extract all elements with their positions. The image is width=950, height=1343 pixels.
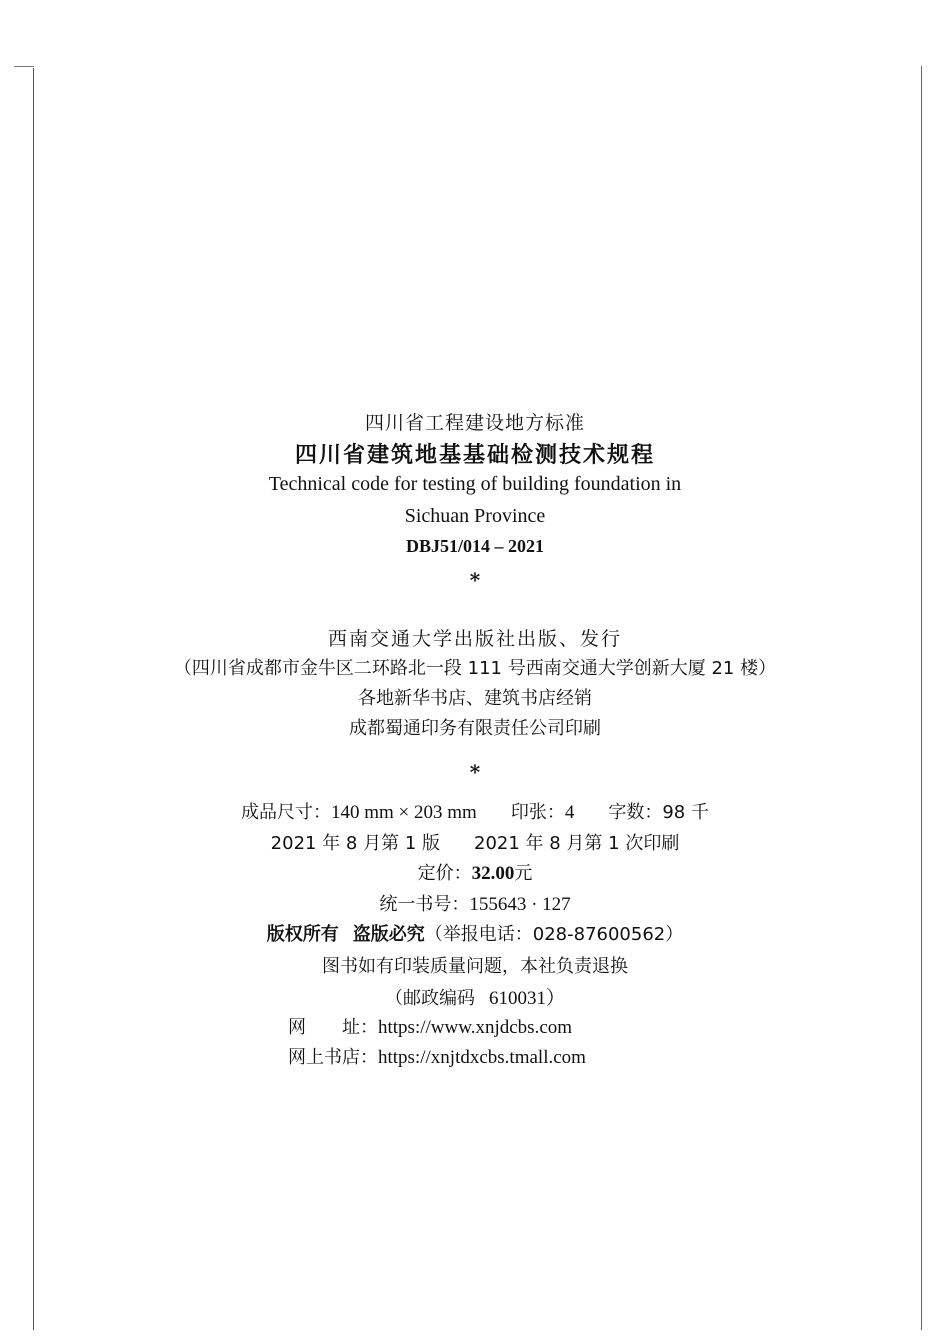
price-unit: 元 xyxy=(514,863,533,884)
website-line xyxy=(288,1013,572,1039)
online-store-url[interactable]: https://xnjtdxcbs.tmall.com xyxy=(378,1047,586,1068)
title-english-line1: Technical code for testing of building foundation in xyxy=(268,473,682,495)
top-left-corner-mark xyxy=(14,66,34,67)
separator-star-1: * xyxy=(469,568,481,592)
size-value: 140 mm × 203 mm xyxy=(331,802,477,823)
publisher-address: （四川省成都市金牛区二环路北一段 111 号西南交通大学创新大厦 21 楼） xyxy=(173,658,777,679)
separator-star-2: * xyxy=(469,760,481,784)
sheets-value: 4 xyxy=(564,802,575,823)
postal-label: （邮政编码 xyxy=(384,988,475,1009)
book-number-label: 统一书号： xyxy=(379,894,470,915)
report-phone: （举报电话：028-87600562） xyxy=(424,924,684,945)
title-english-line2: Sichuan Province xyxy=(404,505,546,527)
postal-code-line xyxy=(0,983,950,1010)
rights-line xyxy=(0,920,950,946)
printer-line: 成都蜀通印务有限责任公司印刷 xyxy=(349,718,601,739)
rights-reserved: 版权所有 xyxy=(266,924,339,945)
size-label: 成品尺寸： xyxy=(241,802,331,823)
title-chinese: 四川省建筑地基基础检测技术规程 xyxy=(294,443,655,468)
sheets-label: 印张： xyxy=(510,802,565,823)
website-url[interactable]: https://www.xnjdcbs.com xyxy=(378,1017,573,1038)
publisher-line: 西南交通大学出版社出版、发行 xyxy=(327,628,622,650)
postal-value: 610031） xyxy=(488,988,565,1009)
book-number-line xyxy=(0,890,950,916)
quality-notice: 图书如有印装质量问题，本社负责退换 xyxy=(322,956,628,977)
words-label: 字数： xyxy=(608,802,663,823)
distributor-line: 各地新华书店、建筑书店经销 xyxy=(358,688,592,709)
standard-series: 四川省工程建设地方标准 xyxy=(364,412,585,434)
online-store-label: 网上书店： xyxy=(288,1047,378,1068)
printing-text: 2021 年 8 月第 1 次印刷 xyxy=(474,833,680,854)
book-number-value: 155643 · 127 xyxy=(469,894,571,915)
price-line xyxy=(0,859,950,885)
piracy-warning: 盗版必究 xyxy=(352,924,425,945)
price-label: 定价： xyxy=(417,863,472,884)
edition-line xyxy=(0,829,950,855)
price-value: 32.00 xyxy=(471,863,515,884)
website-label: 网 址： xyxy=(288,1017,378,1038)
standard-code: DBJ51/014 – 2021 xyxy=(405,536,544,556)
words-value: 98 千 xyxy=(662,802,709,823)
spec-line xyxy=(0,798,950,824)
online-store-line xyxy=(288,1043,586,1069)
edition-text: 2021 年 8 月第 1 版 xyxy=(270,833,440,854)
